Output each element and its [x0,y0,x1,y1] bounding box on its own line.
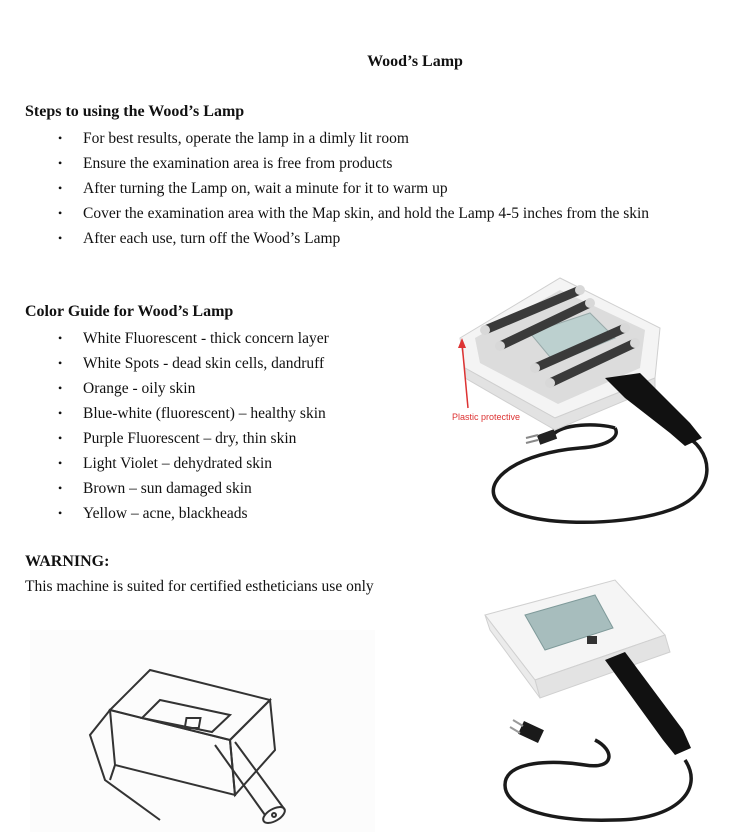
list-item [25,451,329,476]
bullet-icon: • [58,381,63,395]
color-text: Light Violet – dehydrated skin [83,455,273,472]
list-item [25,151,649,176]
bullet-icon: • [58,481,63,495]
bullet-icon: • [58,181,63,195]
steps-list [25,126,649,251]
step-text: Cover the examination area with the Map skin, and hold the Lamp 4-5 inches from the skin [83,205,650,222]
list-item [25,426,329,451]
bullet-icon: • [58,406,63,420]
list-item [25,176,649,201]
list-item [25,351,329,376]
color-text: Yellow – acne, blackheads [83,505,248,522]
lamp-open-photo [440,248,730,538]
bullet-icon: • [58,206,63,220]
warning-text: This machine is suited for certified estheticians use only [25,578,374,595]
lamp-line-drawing [30,630,375,832]
list-item [25,501,329,526]
bullet-icon: • [58,431,63,445]
color-guide-heading: Color Guide for Wood’s Lamp [25,303,234,320]
list-item [25,376,329,401]
list-item [25,476,329,501]
color-guide-list [25,326,329,526]
warning-title: WARNING: [25,553,110,570]
color-text: White Spots - dead skin cells, dandruff [83,355,325,372]
list-item [25,401,329,426]
bullet-icon: • [58,506,63,520]
plastic-protective-caption: Plastic protective [452,412,521,422]
bullet-icon: • [58,156,63,170]
page-title: Wood’s Lamp [367,53,463,70]
list-item [25,126,649,151]
step-text: After turning the Lamp on, wait a minute for it to warm up [83,180,448,197]
lamp-closed-photo [465,560,730,830]
color-text: Brown – sun damaged skin [83,480,252,497]
list-item [25,201,649,226]
bullet-icon: • [58,231,63,245]
color-text: White Fluorescent - thick concern layer [83,330,329,347]
bullet-icon: • [58,456,63,470]
step-text: Ensure the examination area is free from products [83,155,393,172]
bullet-icon: • [58,331,63,345]
steps-heading: Steps to using the Wood’s Lamp [25,103,245,120]
color-text: Orange - oily skin [83,380,196,397]
list-item [25,326,329,351]
bullet-icon: • [58,356,63,370]
color-text: Purple Fluorescent – dry, thin skin [83,430,297,447]
step-text: For best results, operate the lamp in a dimly lit room [83,130,409,147]
bullet-icon: • [58,131,63,145]
color-text: Blue-white (fluorescent) – healthy skin [83,405,326,422]
step-text: After each use, turn off the Wood’s Lamp [83,230,341,247]
